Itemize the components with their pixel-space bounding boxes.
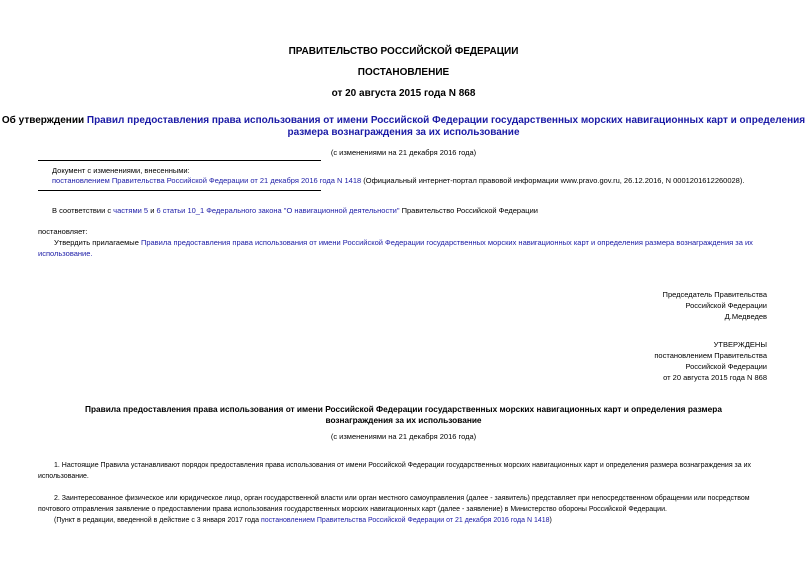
- approved-line3: Российской Федерации: [685, 362, 767, 371]
- title-prefix: Об утверждении: [1, 115, 87, 126]
- rules-changes-note: (с изменениями на 21 декабря 2016 года): [330, 432, 477, 441]
- doc-type-heading: ПОСТАНОВЛЕНИЕ: [357, 67, 450, 78]
- note-suffix: ): [549, 517, 552, 524]
- paragraph-1-line1: [38, 462, 773, 469]
- rules-title-line1: Правила предоставления права использования от имени Российской Федерации государственных морских навигационных карт и определения размера: [85, 404, 722, 414]
- paragraph-1-line2: использование.: [38, 473, 89, 480]
- signature-position: Председатель Правительства: [662, 290, 767, 299]
- rules-title-line2: вознаграждения за их использование: [325, 415, 482, 425]
- paragraph-2-text: 2. Заинтересованное физическое или юридическое лицо, орган государственной власти или орган местного самоуправления (далее - заявитель) представляет при непосредственном обращении или посредством: [54, 495, 750, 502]
- approved-line4: от 20 августа 2015 года N 868: [663, 373, 767, 382]
- approve-prefix: Утвердить прилагаемые: [54, 238, 141, 247]
- amendment-source: (Официальный интернет-портал правовой информации www.pravo.gov.ru, 26.12.2016, N 0001201612260028).: [361, 176, 745, 185]
- title-changes-note: (с изменениями на 21 декабря 2016 года): [330, 148, 477, 157]
- paragraph-2-line1: [38, 495, 773, 502]
- resolves-label: постановляет:: [38, 227, 88, 236]
- note-prefix: (Пункт в редакции, введенной в действие с 3 января 2017 года: [54, 517, 261, 524]
- law-part5-link[interactable]: частями 5: [113, 206, 149, 215]
- divider-bottom: [38, 190, 321, 191]
- divider-top: [38, 160, 321, 161]
- preamble-text-1: В соответствии с: [52, 206, 114, 215]
- signature-country: Российской Федерации: [685, 301, 767, 310]
- preamble-text-2: и: [148, 206, 157, 215]
- amendments-intro: Документ с изменениями, внесенными:: [52, 166, 190, 175]
- paragraph-1-text: 1. Настоящие Правила устанавливают порядок предоставления права использования от имени Российской Федерации государственных морских навигационных карт и определения размера вознаграждения за их: [54, 462, 752, 469]
- amendment-decree-link[interactable]: постановлением Правительства Российской Федерации от 21 декабря 2016 года N 1418: [52, 176, 362, 185]
- approve-line1: [38, 238, 768, 247]
- signature-name: Д.Медведев: [724, 312, 767, 321]
- document-title-line1: [0, 115, 807, 126]
- title-rules-link-line2[interactable]: размера вознаграждения за их использование: [287, 127, 520, 138]
- preamble-text-3: Правительство Российской Федерации: [399, 206, 538, 215]
- approve-rules-link-line2[interactable]: использование.: [38, 249, 93, 258]
- paragraph-2-line2: почтового отправления заявление о предоставлении права использования государственных морских навигационных карт (далее - заявление) в Министерство обороны Российской Федерации.: [38, 506, 667, 513]
- law-article-link[interactable]: 6 статьи 10_1 Федерального закона "О навигационной деятельности": [156, 206, 400, 215]
- paragraph-2-note: [54, 517, 552, 524]
- preamble: [52, 206, 538, 215]
- approve-rules-link[interactable]: Правила предоставления права использования от имени Российской Федерации государственных морских навигационных карт и определения размера вознаграждения за их: [140, 238, 753, 247]
- approved-heading: УТВЕРЖДЕНЫ: [713, 340, 767, 349]
- doc-date-number: от 20 августа 2015 года N 868: [331, 88, 476, 99]
- approved-line2: постановлением Правительства: [654, 351, 767, 360]
- amendments-line: [52, 176, 744, 185]
- title-rules-link[interactable]: Правил предоставления права использования от имени Российской Федерации государственных морских навигационных карт и определения: [86, 115, 806, 126]
- government-heading: ПРАВИТЕЛЬСТВО РОССИЙСКОЙ ФЕДЕРАЦИИ: [288, 46, 519, 57]
- note-decree-link[interactable]: постановлением Правительства Российской Федерации от 21 декабря 2016 года N 1418: [260, 517, 550, 524]
